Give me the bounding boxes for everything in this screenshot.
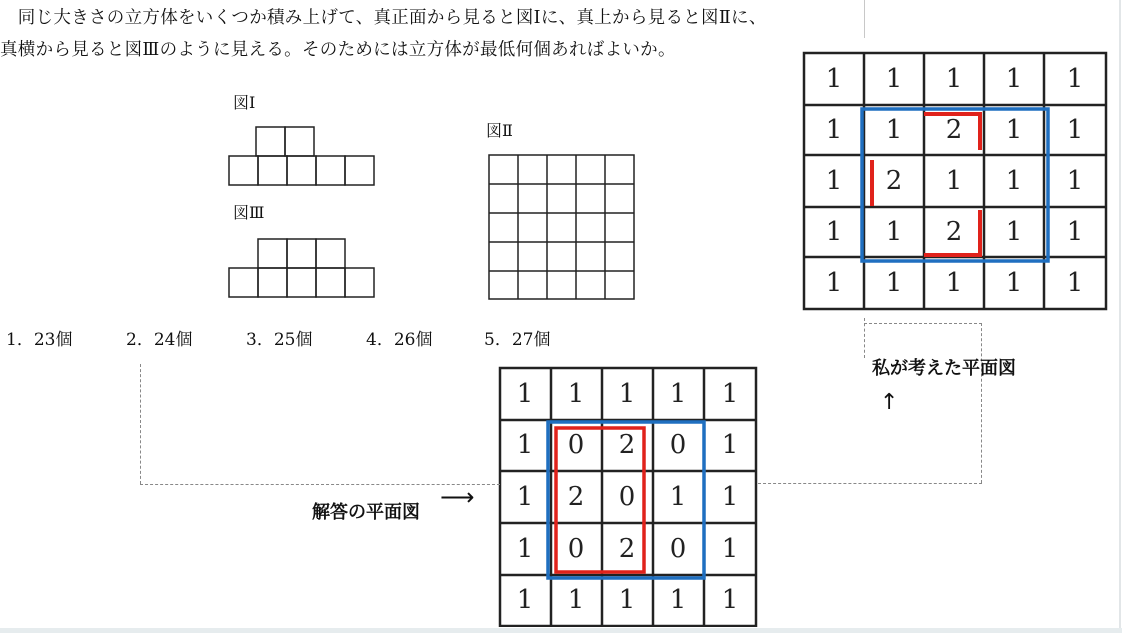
my-plan-cell-r4-c5: 1 bbox=[1066, 217, 1084, 247]
answer-plan-cell-r5-c1: 1 bbox=[516, 585, 534, 615]
my-plan-cell-r3-c1: 1 bbox=[825, 166, 843, 196]
figure-3-side-view bbox=[226, 236, 378, 300]
question-line-2: 真横から見ると図Ⅲのように見える。そのためには立方体が最低何個あればよいか。 bbox=[0, 40, 676, 60]
my-plan-cell-r5-c3: 1 bbox=[945, 268, 963, 298]
answer-plan-label: 解答の平面図 bbox=[312, 502, 420, 523]
answer-plan-cell-r4-c3: 2 bbox=[618, 534, 636, 564]
my-plan-cell-r2-c4: 1 bbox=[1005, 115, 1023, 145]
answer-plan-cell-r5-c4: 1 bbox=[669, 585, 687, 615]
figure-2-top-view bbox=[486, 152, 638, 302]
bottom-border bbox=[0, 628, 1122, 633]
my-plan-cell-r1-c5: 1 bbox=[1066, 64, 1084, 94]
my-plan-cell-r3-c2: 2 bbox=[885, 166, 903, 196]
connector-right-horizontal bbox=[758, 483, 982, 484]
answer-plan-cell-r1-c2: 1 bbox=[567, 379, 585, 409]
answer-plan-cell-r1-c1: 1 bbox=[516, 379, 534, 409]
answer-plan-cell-r2-c3: 2 bbox=[618, 430, 636, 460]
answer-plan-cell-r3-c3: 0 bbox=[618, 482, 636, 512]
my-plan-cell-r4-c4: 1 bbox=[1005, 217, 1023, 247]
top-divider-line bbox=[864, 0, 865, 38]
my-plan-cell-r2-c2: 1 bbox=[885, 115, 903, 145]
answer-plan-cell-r5-c3: 1 bbox=[618, 585, 636, 615]
choice-5: 5．27個 bbox=[484, 330, 551, 350]
up-arrow-icon: ↑ bbox=[880, 390, 899, 415]
answer-plan-cell-r4-c5: 1 bbox=[721, 534, 739, 564]
figure-3-label: 図Ⅲ bbox=[233, 203, 265, 222]
answer-plan-grid bbox=[498, 365, 758, 627]
answer-plan-cell-r4-c1: 1 bbox=[516, 534, 534, 564]
my-plan-cell-r2-c5: 1 bbox=[1066, 115, 1084, 145]
choice-3: 3．25個 bbox=[246, 330, 313, 350]
my-plan-cell-r4-c3: 2 bbox=[945, 217, 963, 247]
question-line-1: 同じ大きさの立方体をいくつか積み上げて、真正面から見ると図Ⅰに、真上から見ると図Ⅱに、 bbox=[0, 8, 767, 28]
answer-plan-cell-r1-c5: 1 bbox=[721, 379, 739, 409]
my-plan-cell-r3-c4: 1 bbox=[1005, 166, 1023, 196]
answer-plan-cell-r3-c5: 1 bbox=[721, 482, 739, 512]
my-plan-cell-r1-c3: 1 bbox=[945, 64, 963, 94]
my-plan-cell-r4-c2: 1 bbox=[885, 217, 903, 247]
answer-plan-cell-r4-c4: 0 bbox=[669, 534, 687, 564]
answer-plan-cell-r4-c2: 0 bbox=[567, 534, 585, 564]
connector-right-vertical-b bbox=[981, 323, 982, 483]
my-plan-cell-r5-c1: 1 bbox=[825, 268, 843, 298]
answer-plan-cell-r1-c4: 1 bbox=[669, 379, 687, 409]
answer-plan-cell-r3-c2: 2 bbox=[567, 482, 585, 512]
my-plan-cell-r3-c3: 1 bbox=[945, 166, 963, 196]
figure-1-label: 図Ⅰ bbox=[233, 93, 256, 112]
my-plan-cell-r5-c2: 1 bbox=[885, 268, 903, 298]
my-plan-cell-r3-c5: 1 bbox=[1066, 166, 1084, 196]
answer-plan-cell-r3-c4: 1 bbox=[669, 482, 687, 512]
my-plan-cell-r1-c2: 1 bbox=[885, 64, 903, 94]
answer-plan-cell-r5-c2: 1 bbox=[567, 585, 585, 615]
answer-plan-cell-r2-c4: 0 bbox=[669, 430, 687, 460]
right-arrow-icon: ⟶ bbox=[440, 483, 475, 511]
my-plan-cell-r1-c4: 1 bbox=[1005, 64, 1023, 94]
my-plan-cell-r5-c4: 1 bbox=[1005, 268, 1023, 298]
question-text bbox=[0, 2, 862, 66]
connector-left-vertical bbox=[140, 364, 141, 484]
connector-right-vertical-a bbox=[864, 318, 865, 358]
my-plan-cell-r5-c5: 1 bbox=[1066, 268, 1084, 298]
my-plan-cell-r1-c1: 1 bbox=[825, 64, 843, 94]
connector-right-top bbox=[864, 323, 982, 324]
choice-2: 2．24個 bbox=[126, 330, 193, 350]
choice-4: 4．26個 bbox=[366, 330, 433, 350]
my-plan-cell-r2-c1: 1 bbox=[825, 115, 843, 145]
my-plan-cell-r4-c1: 1 bbox=[825, 217, 843, 247]
figure-1-front-view bbox=[226, 124, 378, 188]
my-plan-cell-r2-c3: 2 bbox=[945, 115, 963, 145]
answer-plan-cell-r2-c5: 1 bbox=[721, 430, 739, 460]
my-plan-label: 私が考えた平面図 bbox=[872, 358, 1016, 379]
answer-plan-cell-r2-c2: 0 bbox=[567, 430, 585, 460]
answer-plan-cell-r2-c1: 1 bbox=[516, 430, 534, 460]
choice-1: 1．23個 bbox=[6, 330, 73, 350]
answer-plan-cell-r5-c5: 1 bbox=[721, 585, 739, 615]
figure-2-label: 図Ⅱ bbox=[486, 121, 513, 140]
answer-plan-cell-r1-c3: 1 bbox=[618, 379, 636, 409]
answer-plan-cell-r3-c1: 1 bbox=[516, 482, 534, 512]
my-plan-grid bbox=[802, 50, 1110, 312]
right-border bbox=[1119, 0, 1121, 633]
